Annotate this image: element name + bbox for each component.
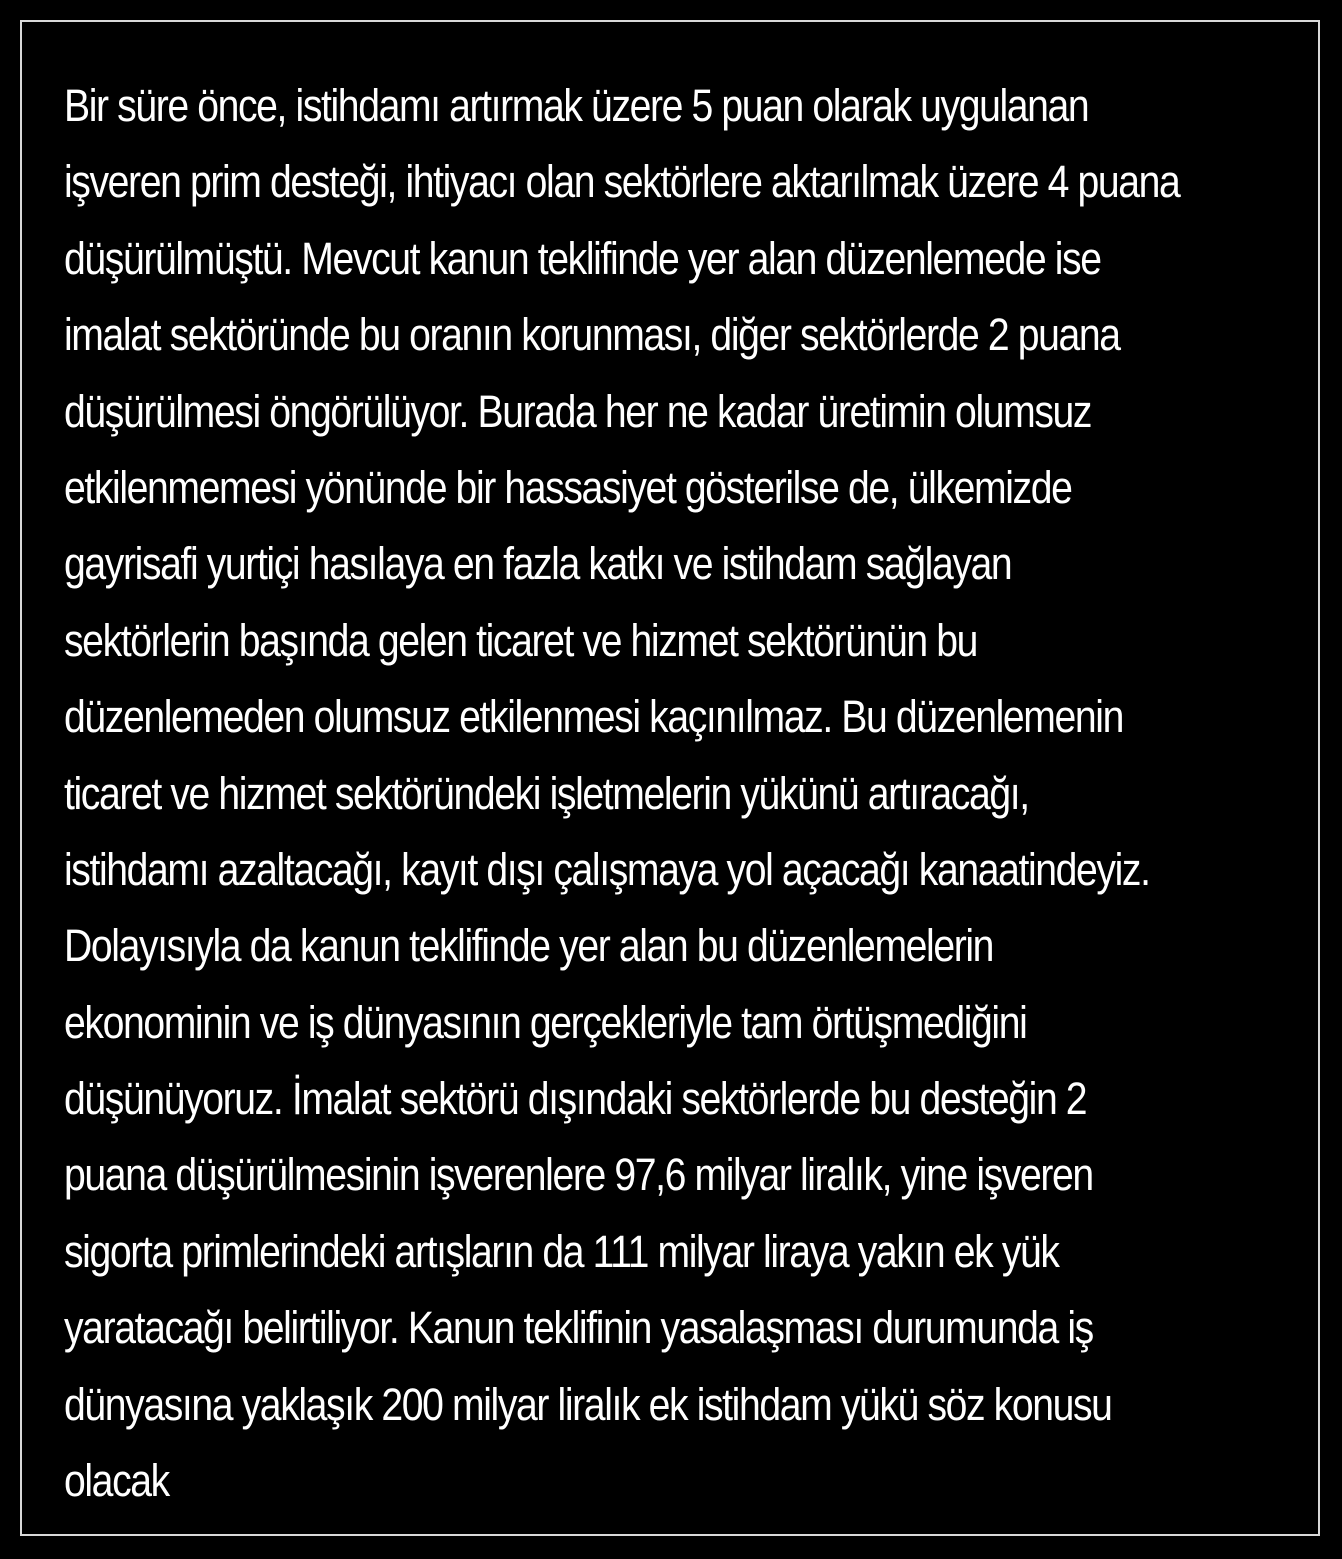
quote-text	[64, 68, 1180, 1519]
quote-line: düşürülmesi öngörülüyor. Burada her ne kadar üretimin olumsuz	[64, 385, 1092, 437]
quote-line: sektörlerin başında gelen ticaret ve hizmet sektörünün bu	[64, 614, 978, 666]
quote-line: ticaret ve hizmet sektöründeki işletmelerin yükünü artıracağı,	[64, 767, 1029, 819]
quote-line: yaratacağı belirtiliyor. Kanun teklifinin yasalaşması durumunda iş	[64, 1302, 1093, 1354]
quote-line: gayrisafi yurtiçi hasılaya en fazla katkı ve istihdam sağlayan	[64, 538, 1012, 590]
quote-line: dünyasına yaklaşık 200 milyar liralık ek istihdam yükü söz konusu	[64, 1378, 1112, 1430]
quote-line: istihdamı azaltacağı, kayıt dışı çalışmaya yol açacağı kanaatindeyiz.	[64, 843, 1150, 895]
quote-frame	[20, 20, 1320, 1536]
quote-line: düzenlemeden olumsuz etkilenmesi kaçınılmaz. Bu düzenlemenin	[64, 691, 1123, 743]
quote-line: ekonominin ve iş dünyasının gerçekleriyle tam örtüşmediğini	[64, 996, 1027, 1048]
quote-line: işveren prim desteği, ihtiyacı olan sektörlere aktarılmak üzere 4 puana	[64, 156, 1180, 208]
quote-line: Bir süre önce, istihdamı artırmak üzere 5 puan olarak uygulanan	[64, 80, 1089, 131]
quote-line: düşürülmüştü. Mevcut kanun teklifinde yer alan düzenlemede ise	[64, 232, 1101, 284]
quote-line: imalat sektöründe bu oranın korunması, diğer sektörlerde 2 puana	[64, 309, 1120, 361]
quote-line: Dolayısıyla da kanun teklifinde yer alan bu düzenlemelerin	[64, 920, 994, 972]
quote-line: sigorta primlerindeki artışların da 111 milyar liraya yakın ek yük	[64, 1225, 1059, 1277]
quote-line: olacak	[64, 1455, 169, 1507]
quote-line: puana düşürülmesinin işverenlere 97,6 milyar liralık, yine işveren	[64, 1149, 1093, 1201]
quote-line: düşünüyoruz. İmalat sektörü dışındaki sektörlerde bu desteğin 2	[64, 1073, 1087, 1125]
quote-line: etkilenmemesi yönünde bir hassasiyet gösterilse de, ülkemizde	[64, 461, 1072, 513]
